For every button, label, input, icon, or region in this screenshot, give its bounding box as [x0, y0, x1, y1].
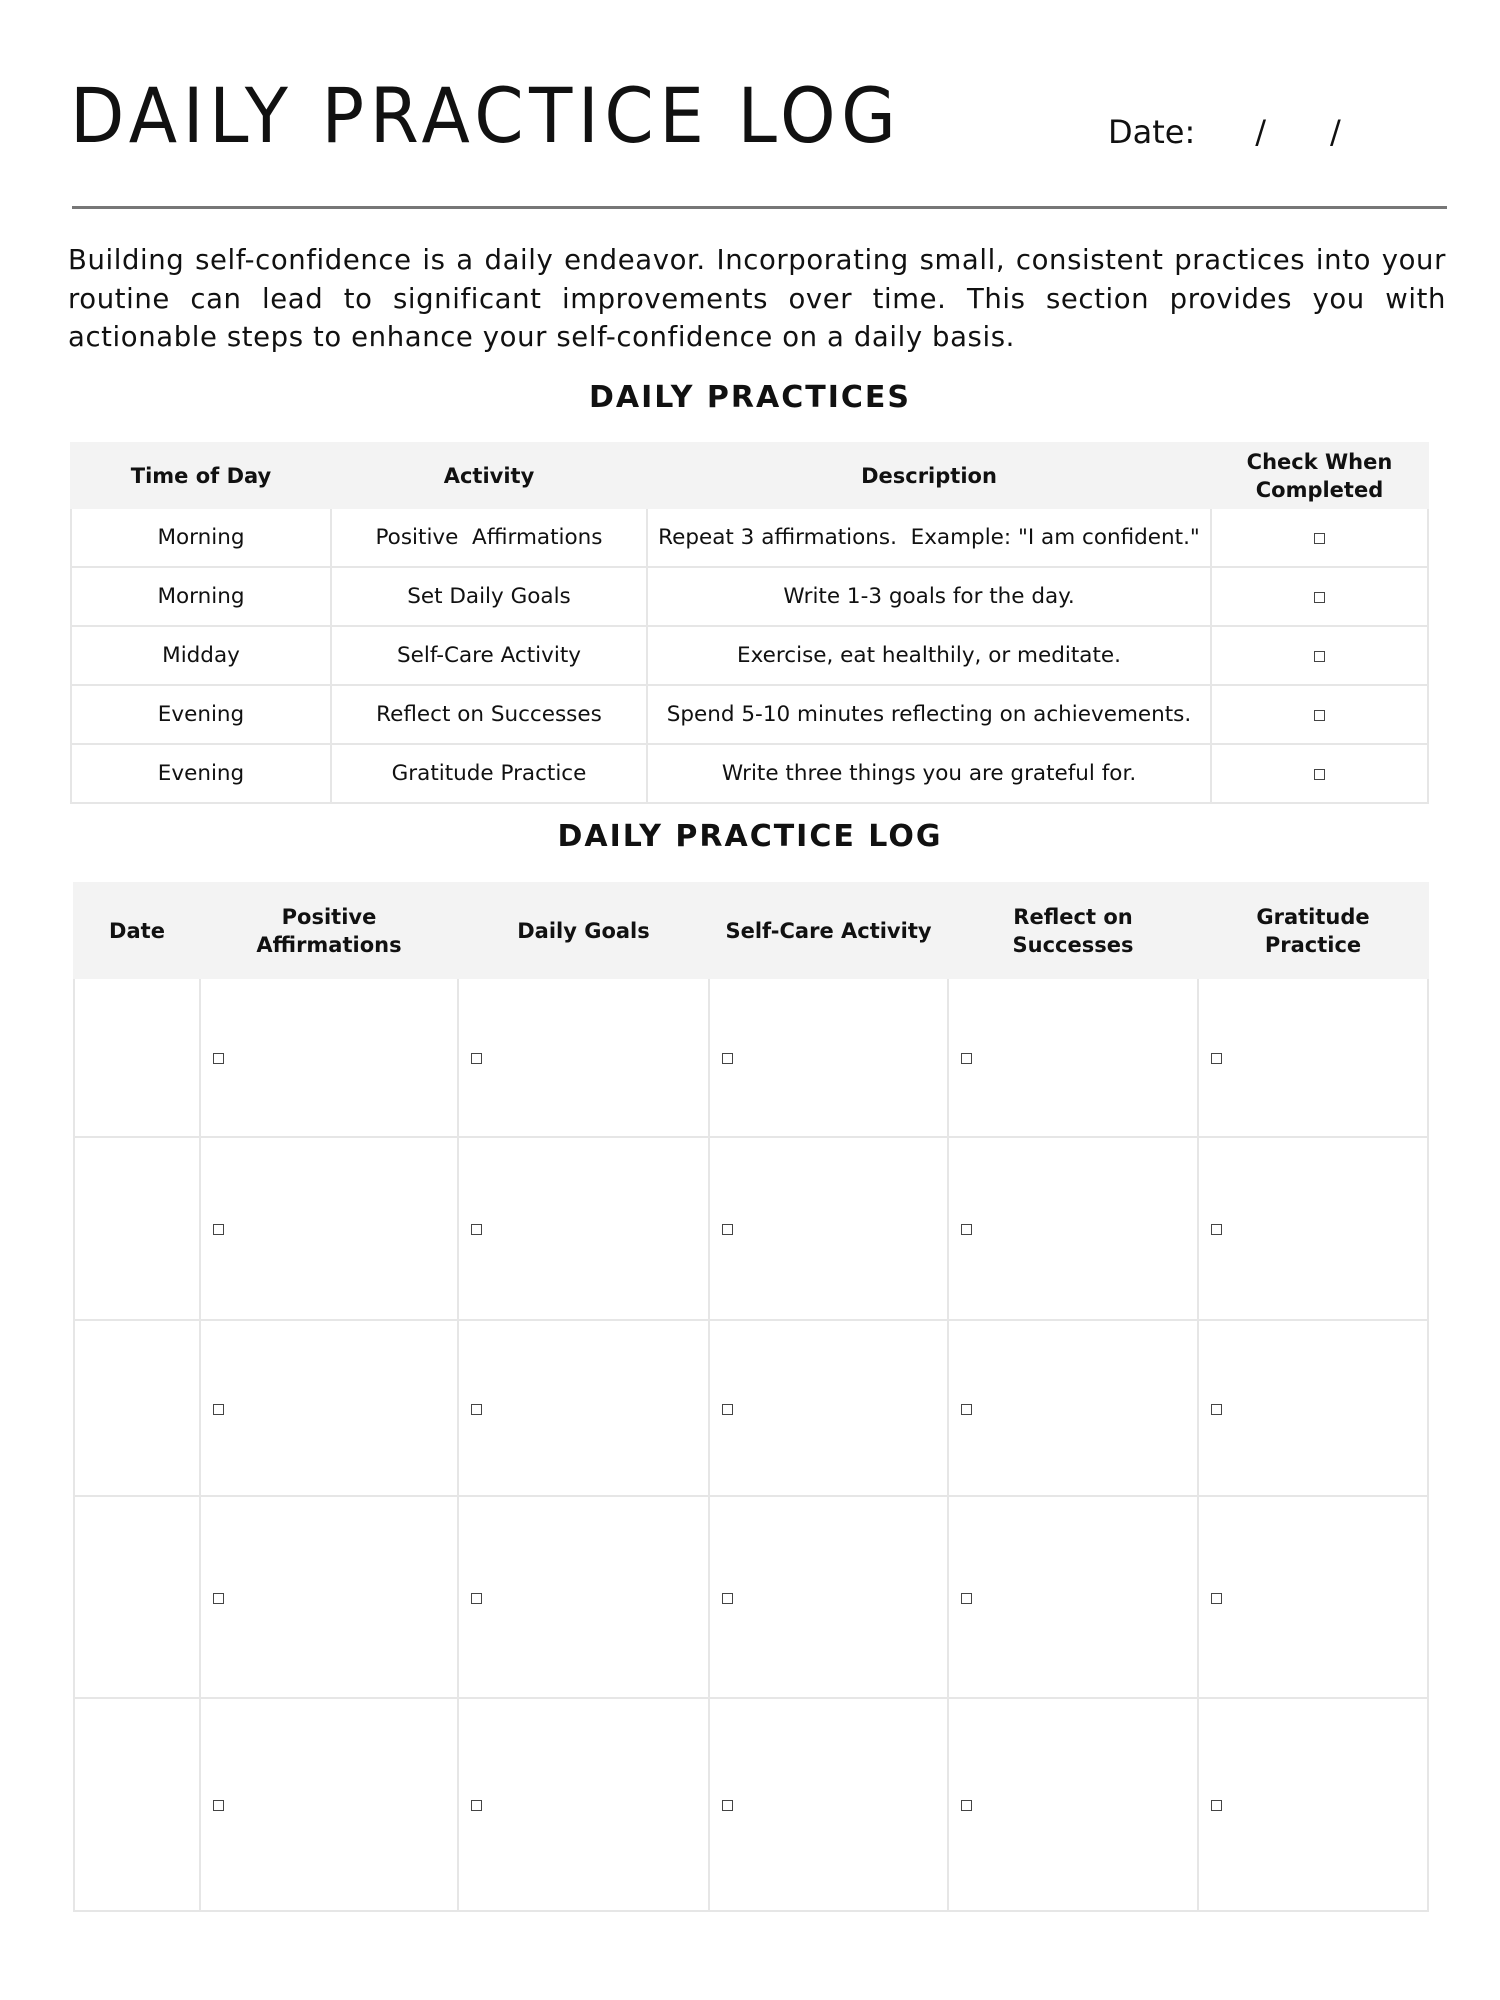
log-cell — [1198, 1496, 1428, 1698]
checkbox[interactable] — [961, 1224, 972, 1235]
log-cell — [1198, 1320, 1428, 1496]
log-cell — [948, 1137, 1198, 1320]
column-header: Positive Affirmations — [200, 883, 458, 978]
column-header: Description — [647, 443, 1211, 508]
date-label: Date: — [1108, 113, 1196, 151]
log-cell — [458, 1320, 709, 1496]
description-cell: Write three things you are grateful for. — [647, 744, 1211, 803]
description-cell: Spend 5-10 minutes reflecting on achievements. — [647, 685, 1211, 744]
checkbox[interactable] — [471, 1593, 482, 1604]
checkbox[interactable] — [1211, 1800, 1222, 1811]
log-cell — [709, 1698, 948, 1911]
page-title: DAILY PRACTICE LOG — [70, 71, 902, 160]
time-cell: Evening — [71, 685, 331, 744]
log-cell — [458, 1137, 709, 1320]
checkbox[interactable] — [1314, 592, 1325, 603]
checkbox[interactable] — [961, 1593, 972, 1604]
checkbox[interactable] — [1314, 769, 1325, 780]
date-cell[interactable] — [74, 1137, 200, 1320]
date-cell[interactable] — [74, 1698, 200, 1911]
column-header: Activity — [331, 443, 647, 508]
checkbox[interactable] — [722, 1593, 733, 1604]
column-header: Self-Care Activity — [709, 883, 948, 978]
check-cell — [1211, 567, 1428, 626]
checkbox[interactable] — [213, 1593, 224, 1604]
log-cell — [458, 1496, 709, 1698]
table-row — [71, 567, 1428, 626]
header-divider — [72, 206, 1447, 209]
log-cell — [948, 1496, 1198, 1698]
activity-cell: Set Daily Goals — [331, 567, 647, 626]
log-cell — [200, 1137, 458, 1320]
table-row — [71, 626, 1428, 685]
log-cell — [948, 978, 1198, 1137]
checkbox[interactable] — [1314, 710, 1325, 721]
description-cell: Exercise, eat healthily, or meditate. — [647, 626, 1211, 685]
date-separator: / — [1255, 113, 1267, 151]
checkbox[interactable] — [961, 1053, 972, 1064]
checkbox[interactable] — [722, 1800, 733, 1811]
checkbox[interactable] — [471, 1224, 482, 1235]
section-title-daily-practices: DAILY PRACTICES — [589, 380, 911, 415]
activity-cell: Positive Affirmations — [331, 508, 647, 567]
check-cell — [1211, 744, 1428, 803]
log-cell — [458, 1698, 709, 1911]
column-header: Gratitude Practice — [1198, 883, 1428, 978]
checkbox[interactable] — [471, 1404, 482, 1415]
activity-cell: Self-Care Activity — [331, 626, 647, 685]
check-cell — [1211, 685, 1428, 744]
checkbox[interactable] — [722, 1053, 733, 1064]
activity-cell: Reflect on Successes — [331, 685, 647, 744]
date-cell[interactable] — [74, 1496, 200, 1698]
checkbox[interactable] — [213, 1053, 224, 1064]
checkbox[interactable] — [213, 1800, 224, 1811]
log-cell — [1198, 978, 1428, 1137]
column-header: Reflect on Successes — [948, 883, 1198, 978]
checkbox[interactable] — [471, 1800, 482, 1811]
activity-cell: Gratitude Practice — [331, 744, 647, 803]
checkbox[interactable] — [1211, 1404, 1222, 1415]
time-cell: Midday — [71, 626, 331, 685]
date-separator: / — [1330, 113, 1341, 151]
time-cell: Evening — [71, 744, 331, 803]
log-cell — [709, 1320, 948, 1496]
table-row — [74, 1496, 1428, 1698]
log-cell — [948, 1320, 1198, 1496]
table-row — [74, 1320, 1428, 1496]
checkbox[interactable] — [1314, 651, 1325, 662]
log-cell — [1198, 1137, 1428, 1320]
description-cell: Repeat 3 affirmations. Example: "I am confident." — [647, 508, 1211, 567]
checkbox[interactable] — [961, 1404, 972, 1415]
checkbox[interactable] — [961, 1800, 972, 1811]
section-title-daily-practice-log: DAILY PRACTICE LOG — [557, 819, 943, 854]
checkbox[interactable] — [213, 1224, 224, 1235]
log-cell — [709, 978, 948, 1137]
intro-paragraph: Building self-confidence is a daily endeavor. Incorporating small, consistent practices into your routine can lead to significant improvements over time. This section provides you with actionable steps to enhance your self-confidence on a daily basis. — [68, 244, 1446, 353]
checkbox[interactable] — [722, 1224, 733, 1235]
time-cell: Morning — [71, 508, 331, 567]
daily-practices-table — [70, 442, 1429, 804]
description-cell: Write 1-3 goals for the day. — [647, 567, 1211, 626]
date-field[interactable] — [1108, 113, 1341, 151]
table-row — [71, 744, 1428, 803]
check-cell — [1211, 626, 1428, 685]
date-cell[interactable] — [74, 1320, 200, 1496]
table-header-row — [71, 443, 1428, 508]
date-cell[interactable] — [74, 978, 200, 1137]
log-cell — [200, 978, 458, 1137]
table-row — [71, 508, 1428, 567]
log-cell — [200, 1320, 458, 1496]
time-cell: Morning — [71, 567, 331, 626]
log-cell — [458, 978, 709, 1137]
log-cell — [200, 1698, 458, 1911]
checkbox[interactable] — [213, 1404, 224, 1415]
daily-practice-log-table — [73, 882, 1429, 1912]
column-header: Check When Completed — [1211, 443, 1428, 508]
log-cell — [709, 1496, 948, 1698]
log-cell — [709, 1137, 948, 1320]
checkbox[interactable] — [471, 1053, 482, 1064]
check-cell — [1211, 508, 1428, 567]
table-row — [74, 978, 1428, 1137]
checkbox[interactable] — [1211, 1593, 1222, 1604]
column-header: Daily Goals — [458, 883, 709, 978]
checkbox[interactable] — [1314, 533, 1325, 544]
table-header-row — [74, 883, 1428, 978]
column-header: Date — [74, 883, 200, 978]
table-row — [74, 1698, 1428, 1911]
checkbox[interactable] — [1211, 1053, 1222, 1064]
checkbox[interactable] — [1211, 1224, 1222, 1235]
checkbox[interactable] — [722, 1404, 733, 1415]
log-cell — [200, 1496, 458, 1698]
table-row — [71, 685, 1428, 744]
log-cell — [948, 1698, 1198, 1911]
column-header: Time of Day — [71, 443, 331, 508]
table-row — [74, 1137, 1428, 1320]
log-cell — [1198, 1698, 1428, 1911]
